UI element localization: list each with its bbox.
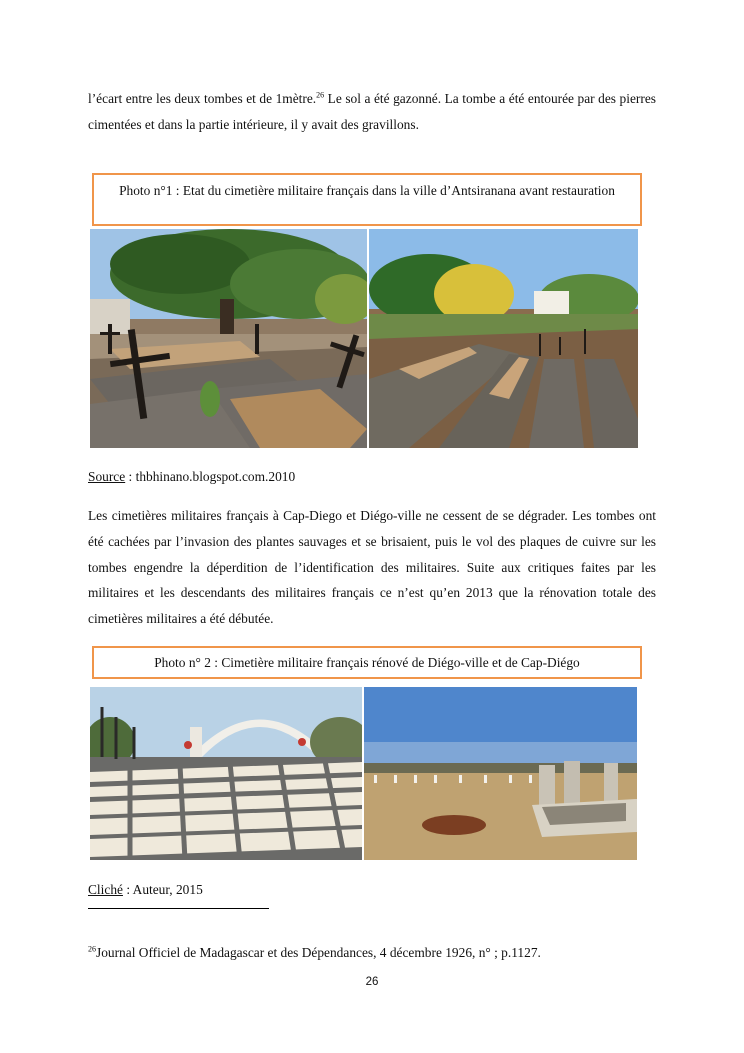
photo1-left-image	[90, 229, 367, 448]
source-text: : thbhinano.blogspot.com.2010	[125, 469, 296, 484]
photo2-caption-box	[92, 646, 642, 679]
source-label: Source	[88, 469, 126, 484]
intro-paragraph	[88, 86, 656, 138]
cliche-label: Cliché	[88, 882, 123, 897]
cliche-text: : Auteur, 2015	[122, 882, 203, 897]
photo2-right-image	[364, 687, 637, 860]
photo1-source	[88, 468, 295, 486]
footnote-text: Journal Officiel de Madagascar et des Dépendances, 4 décembre 1926, n° ; p.1127.	[96, 945, 541, 960]
photo1-caption-box	[92, 173, 642, 226]
footnote	[88, 944, 541, 962]
photo1-right-image	[369, 229, 638, 448]
footnote-number: 26	[88, 944, 96, 954]
intro-text-b: Le sol a été gazonné. La tombe a été entourée par des pierres cimentées et dans la partie intérieure, il y avait des gravillons.	[88, 91, 656, 132]
footnote-ref[interactable]: 26	[316, 90, 325, 100]
photo2-caption: Photo n° 2 : Cimetière militaire français rénové de Diégo-ville et de Cap-Diégo	[154, 655, 580, 670]
photo2-left-image	[90, 687, 362, 860]
photo2-source	[88, 881, 203, 899]
page-number: 26	[365, 976, 379, 988]
photo1-caption: Photo n°1 : Etat du cimetière militaire français dans la ville d’Antsiranana avant restauration	[119, 183, 615, 198]
intro-text-a: l’écart entre les deux tombes et de 1mètre.	[88, 91, 317, 106]
body-paragraph: Les cimetières militaires français à Cap-Diego et Diégo-ville ne cessent de se dégrader. Les tombes ont été cachées par l’invasion des plantes sauvages et se brisaient, puis le vol des plaques de cuivre sur les tombes engendre la déperdition de l’identification des militaires. Suite aux critiques faites par les militaires et les descendants des militaires français ce n’est qu’en 2013 que la rénovation totale des cimetières militaires a été débutée.	[88, 508, 656, 627]
footnote-separator	[88, 908, 269, 909]
